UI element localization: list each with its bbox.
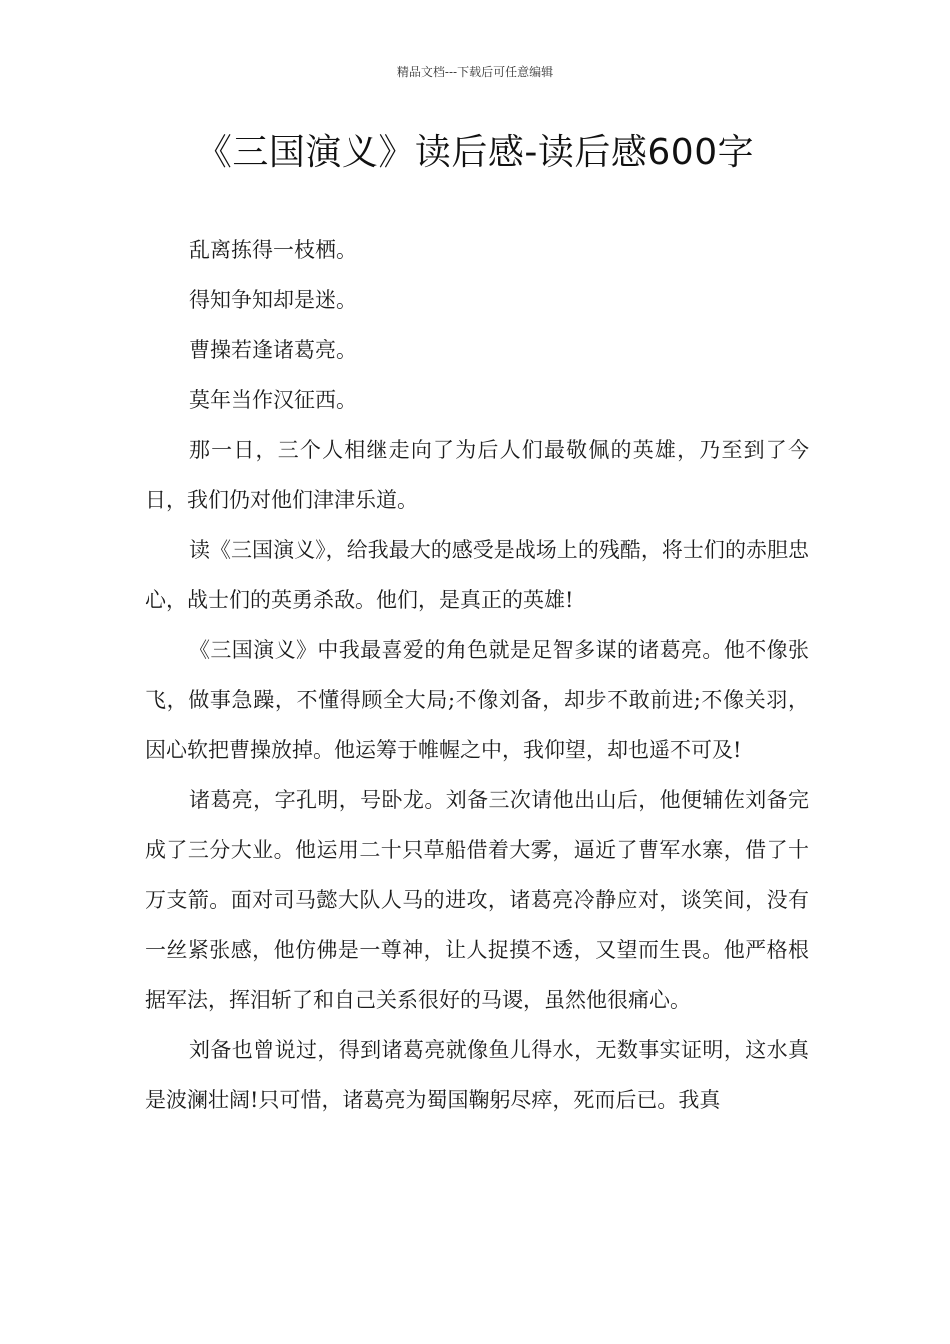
paragraph-heroes: 那一日，三个人相继走向了为后人们最敬佩的英雄，乃至到了今日，我们仍对他们津津乐道。 [145,438,809,512]
paragraph-liu-bei-quote: 刘备也曾说过，得到诸葛亮就像鱼儿得水，无数事实证明，这水真是波澜壮阔!只可惜，诸葛亮为蜀国鞠躬尽瘁，死而后已。我真 [145,1038,809,1112]
poem-line-1: 乱离拣得一枝栖。 [189,238,357,262]
paragraph-favorite-character: 《三国演义》中我最喜爱的角色就是足智多谋的诸葛亮。他不像张飞，做事急躁，不懂得顾全大局;不像刘备，却步不敢前进;不像关羽，因心软把曹操放掉。他运筹于帷幄之中，我仰望，却也遥不可及! [145,638,809,762]
document-body [145,225,809,1125]
poem-line-3: 曹操若逢诸葛亮。 [189,338,357,362]
paragraph-reading-feeling: 读《三国演义》，给我最大的感受是战场上的残酷，将士们的赤胆忠心，战士们的英勇杀敌。他们，是真正的英雄! [145,538,809,612]
poem-line-4: 莫年当作汉征西。 [189,388,357,412]
paragraph-zhuge-liang: 诸葛亮，字孔明，号卧龙。刘备三次请他出山后，他便辅佐刘备完成了三分大业。他运用二十只草船借着大雾，逼近了曹军水寨，借了十万支箭。面对司马懿大队人马的进攻，诸葛亮冷静应对，谈笑间，没有一丝紧张感，他仿佛是一尊神，让人捉摸不透，又望而生畏。他严格根据军法，挥泪斩了和自己关系很好的马谡，虽然他很痛心。 [145,788,809,1012]
poem-line-2: 得知争知却是迷。 [189,288,357,312]
header-note: 精品文档---下载后可任意编辑 [396,65,554,79]
document-title: 《三国演义》读后感-读后感600字 [195,132,755,173]
